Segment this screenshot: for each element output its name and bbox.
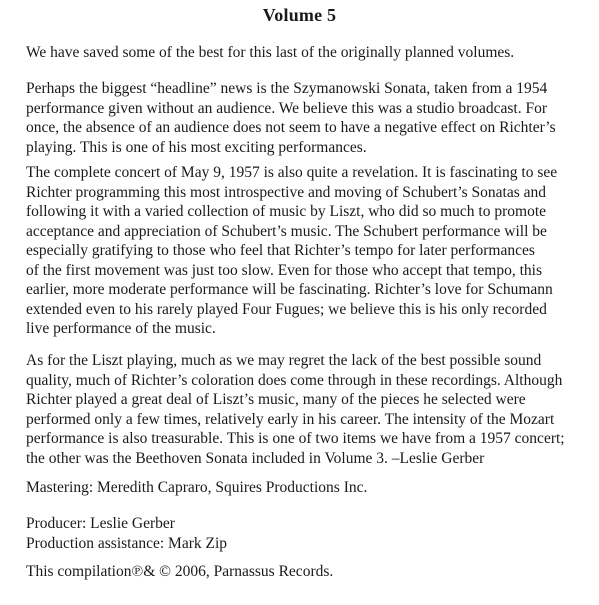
text-line: quality, much of Richter’s coloration does come through in these recordings. Although: [26, 371, 563, 389]
text-line: playing. This is one of his most exciting performances.: [26, 138, 367, 156]
text-line: The complete concert of May 9, 1957 is also quite a revelation. It is fascinating to see: [26, 164, 558, 181]
text-line: performed only a few times, relatively early in his career. The intensity of the Mozart: [26, 410, 555, 428]
copyright-line: This compilation℗& © 2006, Parnassus Records.: [26, 563, 334, 580]
mastering-credit: Mastering: Meredith Capraro, Squires Productions Inc.: [26, 479, 368, 496]
text-line: following it with a varied collection of music by Liszt, who did so much to promote: [26, 203, 547, 220]
szymanowski-paragraph: [26, 79, 586, 157]
text-line: the other was the Beethoven Sonata included in Volume 3. –Leslie Gerber: [26, 449, 485, 467]
text-line: We have saved some of the best for this last of the originally planned volumes.: [26, 44, 515, 61]
text-line: acceptance and appreciation of Schubert’s music. The Schubert performance will be: [26, 222, 547, 240]
text-line: once, the absence of an audience does not seem to have a negative effect on Richter’s: [26, 119, 556, 136]
intro-paragraph: [26, 43, 586, 63]
text-line: performance is also treasurable. This is one of two items we have from a 1957 concert;: [26, 430, 565, 447]
liszt-paragraph: [26, 351, 586, 468]
assistance-credit: Production assistance: Mark Zip: [26, 534, 228, 552]
text-line: earlier, more moderate performance will be fascinating. Richter’s love for Schumann: [26, 281, 553, 298]
concert-paragraph: [26, 163, 586, 339]
text-line: live performance of the music.: [26, 320, 216, 337]
text-line: of the first movement was just too slow. Even for those who accept that tempo, this: [26, 261, 542, 279]
volume-heading: Volume 5: [262, 5, 337, 25]
text-line: Richter programming this most introspective and moving of Schubert’s Sonatas and: [26, 183, 547, 201]
producer-credit: Producer: Leslie Gerber: [26, 515, 175, 532]
text-line: Perhaps the biggest “headline” news is the Szymanowski Sonata, taken from a 1954: [26, 80, 548, 97]
text-line: Richter played a great deal of Liszt’s music, many of the pieces he selected were: [26, 391, 526, 408]
text-line: As for the Liszt playing, much as we may regret the lack of the best possible sound: [26, 352, 542, 369]
text-line: extended even to his rarely played Four Fugues; we believe this is his only recorded: [26, 300, 547, 318]
text-line: especially gratifying to those who feel that Richter’s tempo for later performances: [26, 242, 535, 259]
production-credits: [26, 514, 586, 553]
text-line: performance given without an audience. We believe this was a studio broadcast. For: [26, 99, 547, 117]
